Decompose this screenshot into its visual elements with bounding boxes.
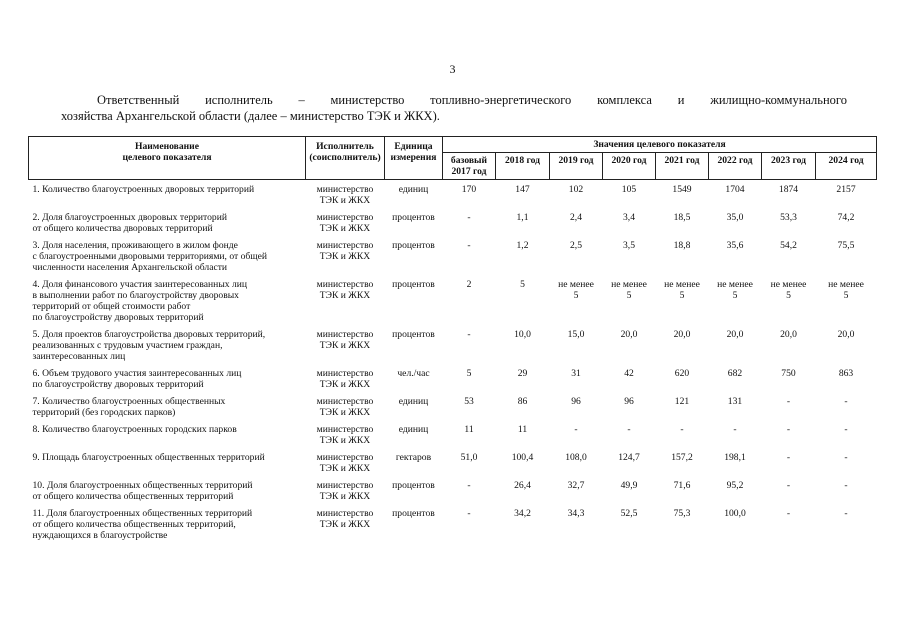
header-year-2018: 2018 год	[496, 153, 550, 180]
value-cell: 20,0	[620, 329, 638, 340]
value-cell: 620	[674, 368, 690, 379]
table-row	[29, 240, 877, 279]
value-cell: не менее 5	[611, 279, 647, 301]
executor-cell: министерство ТЭК и ЖКХ	[316, 329, 374, 351]
unit-cell: единиц	[398, 396, 429, 407]
value-cell: 198,1	[724, 452, 746, 463]
value-cell: не менее 5	[664, 279, 700, 301]
value-cell: 35,6	[726, 240, 744, 251]
value-cell: 100,0	[724, 508, 746, 519]
table-row	[29, 279, 877, 329]
unit-cell: процентов	[392, 240, 435, 251]
table-row	[29, 508, 877, 547]
executor-cell: министерство ТЭК и ЖКХ	[316, 368, 374, 390]
value-cell: -	[574, 424, 578, 435]
value-cell: 2157	[836, 184, 856, 195]
value-cell: 2	[466, 279, 472, 290]
header-year-2020: 2020 год	[603, 153, 656, 180]
value-cell: 750	[781, 368, 796, 379]
intro-line-1: Ответственный исполнитель – министерство топливно-энергетического комплекса и жилищно-коммунального	[97, 93, 847, 107]
indicator-name-cell: 2. Доля благоустроенных дворовых территорий от общего количества дворовых территорий	[32, 212, 227, 234]
value-cell: -	[786, 452, 791, 463]
header-year-2023: 2023 год	[762, 153, 816, 180]
indicator-name-cell: 7. Количество благоустроенных общественных территорий (без городских парков)	[32, 396, 226, 418]
value-cell: 53,3	[780, 212, 797, 223]
value-cell: 3,5	[623, 240, 635, 251]
value-cell: 32,7	[567, 480, 585, 491]
value-cell: 1,1	[516, 212, 529, 223]
unit-cell: единиц	[398, 424, 429, 435]
value-cell: 29	[517, 368, 528, 379]
value-cell: -	[844, 508, 848, 519]
value-cell: 5	[520, 279, 525, 290]
table-row	[29, 424, 877, 452]
header-executor: Исполнитель (соисполнитель)	[306, 137, 385, 180]
value-cell: 34,3	[567, 508, 585, 519]
value-cell: 100,4	[511, 452, 534, 463]
value-cell: 96	[624, 396, 634, 407]
indicator-name-cell: 3. Доля населения, проживающего в жилом фонде с благоустроенными дворовыми территориями, от общей численности населения Архангельской области	[32, 240, 268, 273]
value-cell: 2,4	[570, 212, 582, 223]
header-year-2021: 2021 год	[656, 153, 709, 180]
value-cell: 35,0	[726, 212, 744, 223]
executor-cell: министерство ТЭК и ЖКХ	[316, 279, 374, 301]
value-cell: -	[467, 508, 471, 519]
value-cell: не менее 5	[558, 279, 594, 301]
value-cell: 1,2	[516, 240, 529, 251]
executor-cell: министерство ТЭК и ЖКХ	[316, 396, 374, 418]
header-year-base: базовый 2017 год	[443, 153, 496, 180]
header-year-2022: 2022 год	[709, 153, 762, 180]
intro-line-2: хозяйства Архангельской области (далее – министерство ТЭК и ЖКХ).	[61, 109, 440, 123]
table-row	[29, 452, 877, 480]
value-cell: -	[844, 480, 848, 491]
unit-cell: процентов	[392, 480, 435, 491]
value-cell: 96	[571, 396, 581, 407]
value-cell: не менее 5	[770, 279, 807, 301]
unit-cell: процентов	[392, 212, 435, 223]
value-cell: 1874	[778, 184, 799, 195]
indicator-name-cell: 8. Количество благоустроенных городских парков	[32, 424, 237, 435]
executor-cell: министерство ТЭК и ЖКХ	[316, 240, 374, 262]
value-cell: -	[627, 424, 631, 435]
value-cell: -	[844, 452, 848, 463]
header-name: Наименование целевого показателя	[29, 137, 306, 180]
unit-cell: процентов	[392, 329, 435, 340]
value-cell: 20,0	[673, 329, 691, 340]
value-cell: -	[733, 424, 737, 435]
unit-cell: гектаров	[395, 452, 432, 463]
executor-cell: министерство ТЭК и ЖКХ	[316, 452, 374, 474]
unit-cell: чел./час	[397, 368, 430, 379]
indicator-name-cell: 4. Доля финансового участия заинтересованных лиц в выполнении работ по благоустройству дворовых территорий от общей стоимости работ по благоустройству дворовых территорий	[32, 279, 248, 323]
value-cell: 108,0	[565, 452, 587, 463]
table-row	[29, 329, 877, 368]
executor-cell: министерство ТЭК и ЖКХ	[316, 424, 374, 446]
value-cell: -	[786, 508, 791, 519]
value-cell: -	[680, 424, 684, 435]
value-cell: 15,0	[567, 329, 585, 340]
executor-cell: министерство ТЭК и ЖКХ	[316, 480, 374, 502]
value-cell: 53	[464, 396, 474, 407]
value-cell: 5	[466, 368, 472, 379]
value-cell: 52,5	[620, 508, 638, 519]
value-cell: 20,0	[780, 329, 797, 340]
intro-paragraph	[61, 92, 847, 124]
value-cell: 49,9	[620, 480, 638, 491]
value-cell: -	[786, 480, 791, 491]
value-cell: 124,7	[618, 452, 640, 463]
value-cell: -	[786, 424, 791, 435]
value-cell: 20,0	[837, 329, 855, 340]
value-cell: -	[786, 396, 791, 407]
value-cell: 26,4	[514, 480, 531, 491]
table-row	[29, 180, 877, 213]
value-cell: 95,2	[726, 480, 744, 491]
value-cell: 10,0	[514, 329, 531, 340]
value-cell: 34,2	[514, 508, 531, 519]
indicator-name-cell: 1. Количество благоустроенных дворовых территорий	[32, 184, 255, 195]
table-row	[29, 368, 877, 396]
value-cell: 75,5	[837, 240, 855, 251]
value-cell: 18,8	[673, 240, 691, 251]
indicators-table	[28, 136, 877, 547]
value-cell: 170	[461, 184, 477, 195]
value-cell: 11	[464, 424, 474, 435]
table-row	[29, 212, 877, 240]
header-year-2019: 2019 год	[550, 153, 603, 180]
value-cell: -	[467, 329, 471, 340]
page-number: 3	[449, 62, 456, 76]
value-cell: 71,6	[673, 480, 691, 491]
value-cell: -	[844, 424, 848, 435]
value-cell: 86	[517, 396, 528, 407]
unit-cell: процентов	[392, 279, 435, 290]
header-unit: Единица измерения	[385, 137, 443, 180]
value-cell: 121	[674, 396, 690, 407]
value-cell: 863	[838, 368, 854, 379]
executor-cell: министерство ТЭК и ЖКХ	[316, 184, 374, 206]
value-cell: 131	[727, 396, 743, 407]
value-cell: 18,5	[673, 212, 691, 223]
value-cell: 31	[571, 368, 581, 379]
value-cell: 105	[621, 184, 637, 195]
indicator-name-cell: 10. Доля благоустроенных общественных территорий от общего количества общественных территорий	[32, 480, 253, 502]
value-cell: 11	[517, 424, 528, 435]
indicator-name-cell: 9. Площадь благоустроенных общественных территорий	[32, 452, 265, 463]
value-cell: 74,2	[837, 212, 855, 223]
value-cell: 20,0	[726, 329, 744, 340]
value-cell: -	[467, 240, 471, 251]
value-cell: -	[467, 480, 471, 491]
unit-cell: процентов	[392, 508, 435, 519]
indicator-name-cell: 11. Доля благоустроенных общественных территорий от общего количества общественных территорий, нуждающихся в благоустройстве	[32, 508, 253, 541]
value-cell: 75,3	[673, 508, 691, 519]
indicator-name-cell: 5. Доля проектов благоустройства дворовых территорий, реализованных с трудовым участием граждан, заинтересованных лиц	[32, 329, 266, 362]
executor-cell: министерство ТЭК и ЖКХ	[316, 508, 374, 530]
indicator-name-cell: 6. Объем трудового участия заинтересованных лиц по благоустройству дворовых территорий	[32, 368, 242, 390]
value-cell: 682	[727, 368, 743, 379]
value-cell: 51,0	[460, 452, 478, 463]
value-cell: -	[844, 396, 848, 407]
value-cell: 54,2	[780, 240, 797, 251]
table-row	[29, 480, 877, 508]
unit-cell: единиц	[398, 184, 429, 195]
header-values-group: Значения целевого показателя	[443, 137, 877, 153]
executor-cell: министерство ТЭК и ЖКХ	[316, 212, 374, 234]
value-cell: 147	[515, 184, 530, 195]
value-cell: 2,5	[570, 240, 582, 251]
value-cell: 42	[624, 368, 634, 379]
header-year-2024: 2024 год	[816, 153, 877, 180]
value-cell: 1549	[672, 184, 692, 195]
value-cell: -	[467, 212, 471, 223]
value-cell: 3,4	[623, 212, 635, 223]
value-cell: не менее 5	[717, 279, 753, 301]
value-cell: не менее 5	[828, 279, 864, 301]
value-cell: 1704	[725, 184, 745, 195]
table-row	[29, 396, 877, 424]
value-cell: 157,2	[671, 452, 693, 463]
value-cell: 102	[568, 184, 584, 195]
